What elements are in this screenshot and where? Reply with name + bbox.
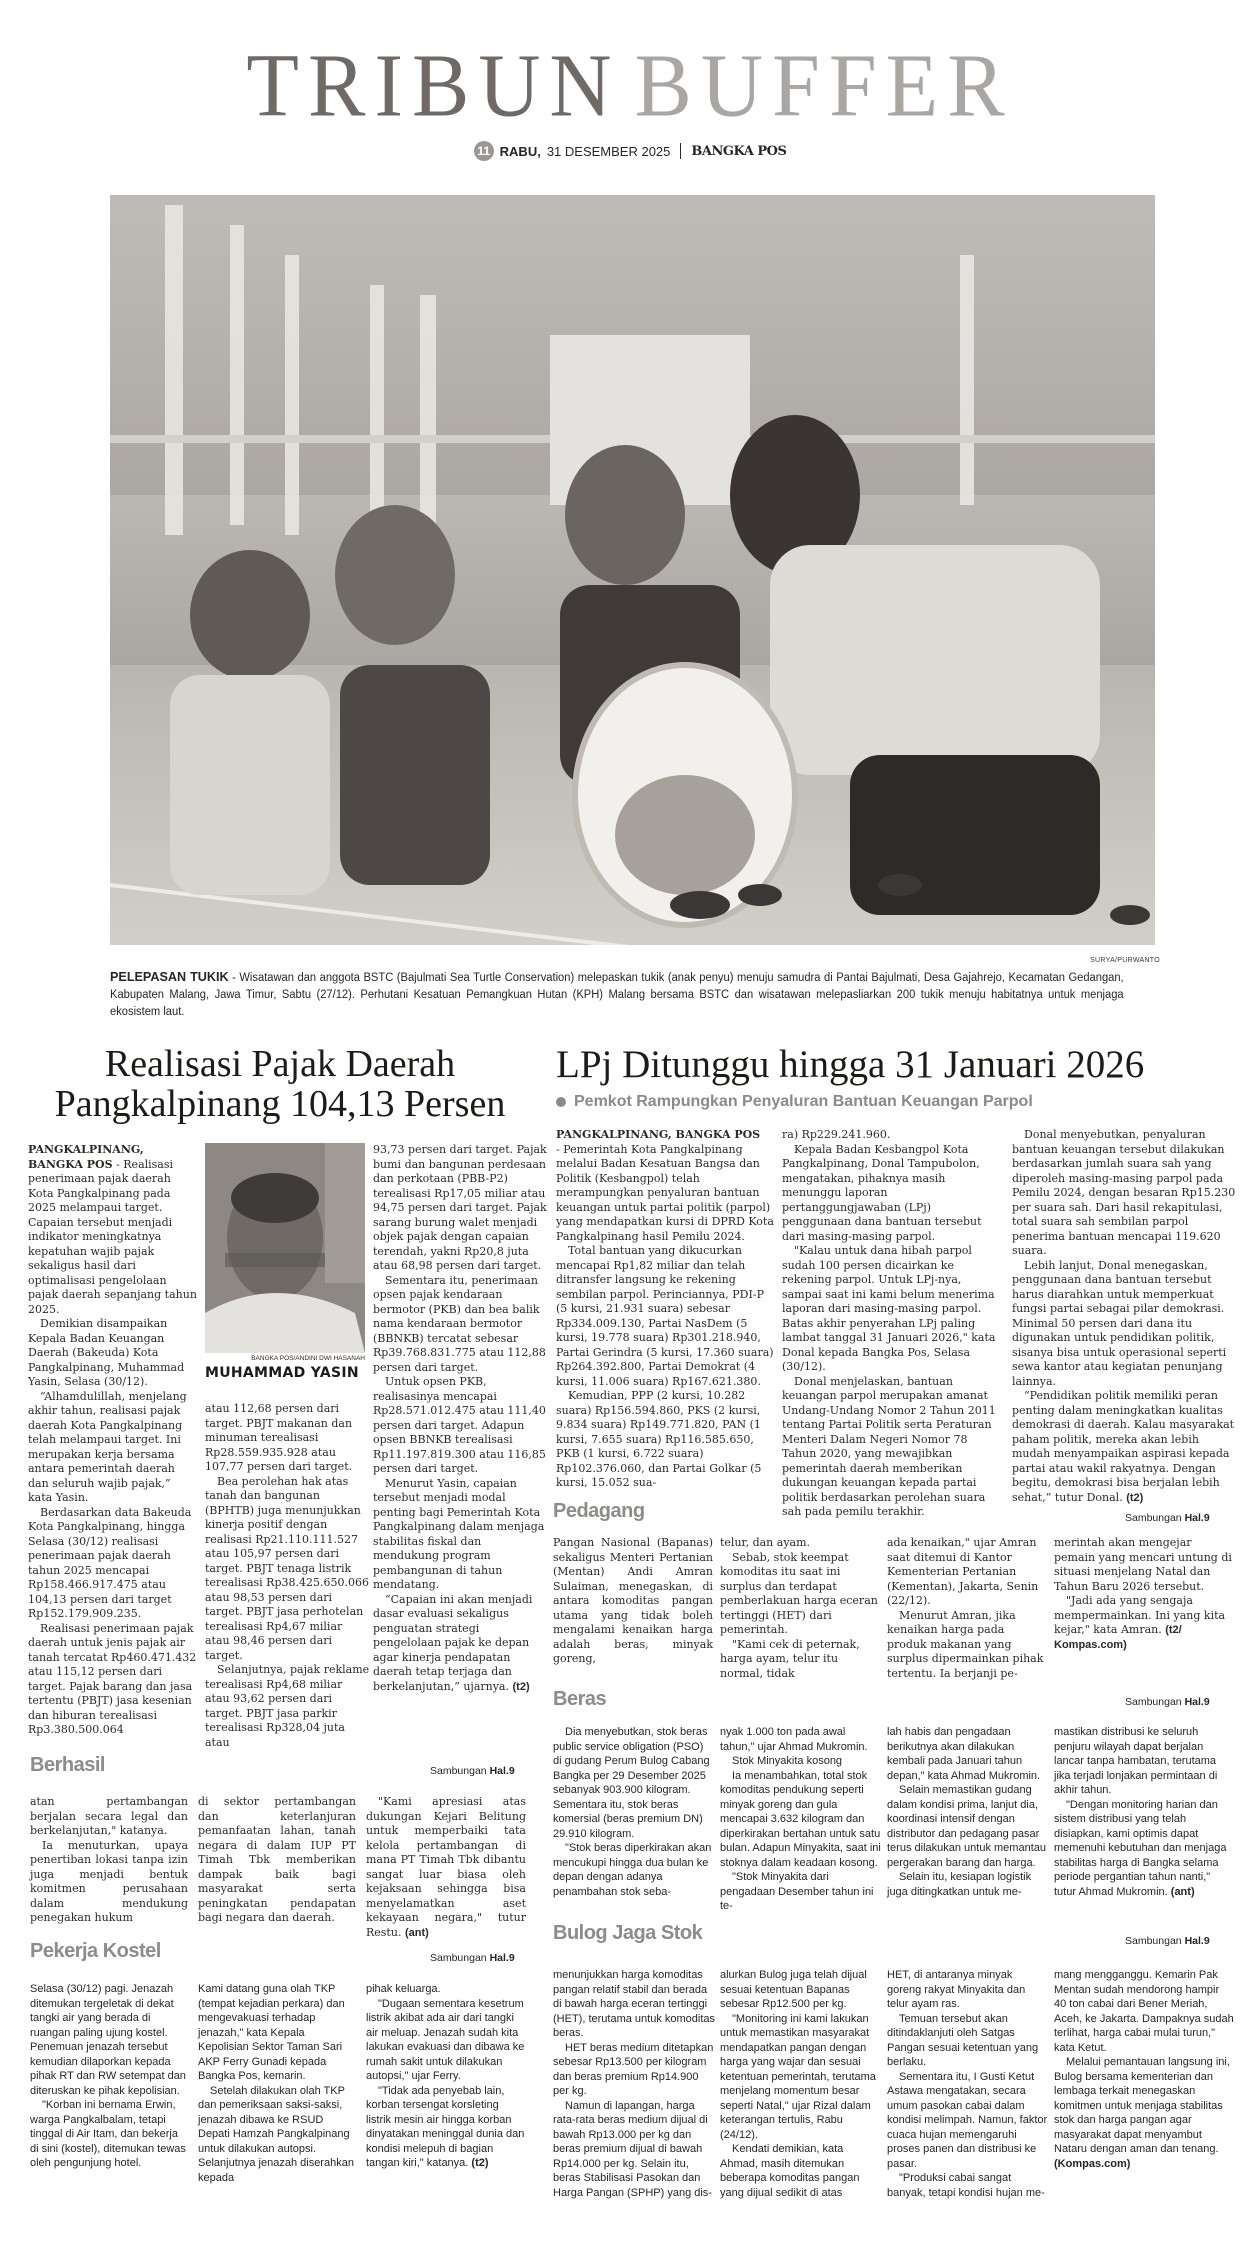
publication-logo: BANGKA POS: [691, 143, 787, 159]
jump-ref-label: Sambungan: [430, 1765, 487, 1777]
jump-ref-berhasil[interactable]: [430, 1765, 515, 1777]
pekerja-column-3: [366, 1982, 526, 2171]
page-number-badge: 11: [474, 141, 494, 161]
pekerja-column-2: [198, 1982, 356, 2185]
pajak-paragraph: Untuk opsen PKB, realisasinya mencapai Rp28.571.012.475 atau 111,40 persen dari target. Adapun opsen BBNKB terealisasi Rp11.197.819.300 atau 116,85 persen dari target.: [373, 1375, 546, 1475]
bulog-column-3: [887, 1968, 1049, 2200]
pedagang-column-1: [553, 1536, 713, 1667]
pajak-paragraph: “Alhamdulillah, menjelang akhir tahun, realisasi pajak daerah Kota Pangkalpinang telah melampaui target. Ini merupakan kerja bersama antara pemerintah daerah dan seluruh wajib pajak,” kata Yasin.: [28, 1389, 187, 1504]
author-tag: (t2): [1126, 1491, 1144, 1504]
pajak-column-1: [28, 1143, 198, 1738]
jump-ref-pedagang[interactable]: [1125, 1512, 1210, 1524]
pekerja-paragraph: pihak keluarga.: [366, 1983, 441, 1995]
pekerja-paragraph: "Korban ini bernama Erwin, warga Pangkalbalam, tetapi tinggal di Air Itam, dan bekerja di sini (kostel), ditemukan tewas oleh pengunjung hotel.: [30, 2099, 186, 2169]
pedagang-paragraph: merintah akan mengejar pemain yang mencari untung di situasi menjelang Natal dan Tahun Baru 2026 tersebut.: [1054, 1536, 1232, 1593]
beras-paragraph: "Dengan monitoring harian dan sistem distribusi yang telah disiapkan, kami optimis dapat memenuhi kebutuhan dan menjaga stabilitas harga di Bangka selama periode pergantian tahun nanti," tutur Ahmad Mukromin.: [1054, 1798, 1227, 1898]
author-tag: (t2): [512, 1680, 530, 1693]
author-tag: (t2): [471, 2157, 489, 2169]
jump-ref-label: Sambungan: [430, 1952, 487, 1964]
jump-title-pekerja-kostel: Pekerja Kostel: [30, 1940, 161, 1962]
pedagang-paragraph: "Kami cek di peternak, harga ayam, telur itu normal, tidak: [720, 1637, 860, 1680]
bulog-paragraph: Temuan tersebut akan ditindaklanjuti oleh Satgas Pangan sesuai ketentuan yang berlaku.: [887, 2012, 1039, 2068]
bulog-paragraph: Namun di lapangan, harga rata-rata beras medium dijual di bawah Rp13.000 per kg dan beras premium dijual di bawah Rp14.000 per kg. Selain itu, beras Stabilisasi Pasokan dan Harga Pangan (SPHP) yang dis-: [553, 2099, 712, 2199]
jump-title-beras: Beras: [553, 1688, 607, 1710]
beras-column-2: [720, 1725, 882, 1914]
beras-column-4: [1054, 1725, 1234, 1899]
beras-paragraph: nyak 1.000 ton pada awal tahun," ujar Ahmad Mukromin.: [720, 1726, 868, 1753]
pajak-paragraph: 93,73 persen dari target. Pajak bumi dan bangunan perdesaan dan perkotaan (PBB-P2) terealisasi Rp17,05 miliar atau 94,75 persen dari target. Pajak sarang burung walet menjadi objek pajak dengan capaian terendah, yakni Rp20,8 juta atau 68,98 persen dari target.: [373, 1143, 547, 1272]
jump-ref-page: Hal.9: [1184, 1512, 1210, 1524]
pajak-column-2: [205, 1402, 370, 1750]
bulog-paragraph: HET beras medium ditetapkan sebesar Rp13.500 per kilogram dan beras premium Rp14.900 per kg.: [553, 2041, 714, 2097]
pedagang-column-2: [720, 1536, 880, 1681]
berhasil-paragraph: atan pertambangan berjalan secara legal dan berkelanjutan," katanya.: [30, 1795, 188, 1837]
bulog-paragraph: menunjukkan harga komoditas pangan relatif stabil dan berada di bawah harga eceran tertinggi (HET), terutama untuk komoditas beras.: [553, 1969, 716, 2039]
jump-ref-bulog[interactable]: [1125, 1935, 1210, 1947]
lpj-paragraph: Kepala Badan Kesbangpol Kota Pangkalpinang, Donal Tampubolon, mengatakan, pihaknya masih menunggu laporan pertanggungjawaban (LPj) penggunaan dana bantuan tersebut dari masing-masing parpol.: [782, 1142, 982, 1243]
lpj-column-1: [556, 1128, 778, 1491]
bulog-paragraph: HET, di antaranya minyak goreng rakyat Minyakita dan telur ayam ras.: [887, 1969, 1026, 2010]
jump-title-pedagang: Pedagang: [553, 1500, 645, 1522]
pedagang-paragraph: telur, dan ayam.: [720, 1536, 811, 1549]
pajak-paragraph: Berdasarkan data Bakeuda Kota Pangkalpinang, hingga Selasa (30/12) realisasi penerimaan pajak daerah tahun 2025 mencapai Rp158.466.917.475 atau 104,13 persen dari target Rp152.179.909.235.: [28, 1505, 192, 1620]
pekerja-column-1: [30, 1982, 188, 2171]
beras-paragraph: "Stok beras diperkirakan akan mencukupi hingga dua bulan ke depan dengan adanya penambahan stok seba-: [553, 1842, 712, 1898]
author-tag: (Kompas.com): [1054, 2157, 1131, 2170]
photo-caption: [110, 968, 1124, 1021]
beras-column-3: [887, 1725, 1049, 1899]
bulog-paragraph: alurkan Bulog juga telah dijual sesuai ketentuan Bapanas sebesar Rp12.500 per kg.: [720, 1969, 867, 2010]
bulog-paragraph: mang mengganggu. Kemarin Pak Mentan sudah mendorong hampir 40 ton cabai dari Bener Meriah, Aceh, ke Jakarta. Dampaknya sudah terlihat, harga cabai mulai turun," kata Ketut.: [1054, 1969, 1234, 2054]
pajak-column-3: [373, 1143, 548, 1694]
pedagang-paragraph: ada kenaikan," ujar Amran saat ditemui di Kantor Kementerian Pertanian (Kementan), Jakarta, Senin (22/12).: [887, 1536, 1039, 1607]
bulog-paragraph: Melalui pemantauan langsung ini, Bulog bersama kementerian dan lembaga terkait menegaskan komitmen untuk menjaga stabilitas stok dan harga pangan agar masyarakat dapat menyambut Nataru dengan aman dan tenang.: [1054, 2056, 1230, 2155]
jump-ref-label: Sambungan: [1125, 1512, 1182, 1524]
jump-ref-page: Hal.9: [1184, 1935, 1210, 1947]
pedagang-paragraph: Menurut Amran, jika kenaikan harga pada produk makanan yang surplus dipermainkan pihak tertentu. Ia berjanji pe-: [887, 1608, 1044, 1680]
beras-column-1: [553, 1725, 715, 1899]
lpj-paragraph: Donal menjelaskan, bantuan keuangan parpol merupakan amanat Undang-Undang Nomor 2 Tahun 2011 tentang Partai Politik serta Peraturan Menteri Dalam Negeri Nomor 78 Tahun 2020, yang mewajibkan pemerintah daerah memberikan dukungan keuangan kepada partai politik berdasarkan perolehan suara sah pada pemilu terakhir.: [782, 1374, 996, 1518]
bulog-column-2: [720, 1968, 882, 2200]
pajak-paragraph: Realisasi penerimaan pajak daerah untuk jenis pajak air tanah tercatat Rp460.471.432 atau 115,12 persen dari target. Pajak barang dan jasa tertentu (PBJT) jasa kesenian dan hiburan terealisasi Rp3.380.500.064: [28, 1621, 197, 1736]
portrait-credit: BANGKA POS/ANDINI DWI HASANAH: [251, 1355, 365, 1362]
lpj-dateline: PANGKALPINANG, BANGKA POS: [556, 1128, 761, 1141]
photo-credit: SURYA/PURWANTO: [1090, 957, 1160, 964]
jump-ref-page: Hal.9: [489, 1952, 515, 1964]
masthead-buffer: BUFFER: [634, 34, 1014, 136]
subheadline-lpj: [556, 1093, 1033, 1111]
beras-paragraph: "Stok Minyakita dari pengadaan Desember tahun ini te-: [720, 1871, 874, 1912]
pedagang-paragraph: "Jadi ada yang sengaja mempermainkan. Ini yang kita kejar," kata Amran.: [1054, 1594, 1226, 1636]
pekerja-paragraph: "Dugaan sementara kesetrum listrik akibat ada air dari tangki air meluap. Jenazah sudah kita lakukan evakuasi dan dibawa ke rumah sakit untuk dilakukan autopsi," ujar Ferry.: [366, 1997, 525, 2082]
photo-caption-text: - Wisatawan dan anggota BSTC (Bajulmati Sea Turtle Conservation) melepaskan tukik (anak penyu) menuju samudra di Pantai Bajulmati, Desa Gajahrejo, Kecamatan Gedangan, Kabupaten Malang, Jawa Timur, Sabtu (27/12). Perhutani Kesatuan Pemangkuan Hutan (KPH) Malang bersama BSTC dan wisatawan melepasliarkan 200 tukik menuju habitatnya untuk menjaga ekosistem laut.: [110, 972, 1124, 1018]
lpj-paragraph: Lebih lanjut, Donal menegaskan, penggunaan dana bantuan tersebut harus diarahkan untuk memperkuat fungsi partai sebagai pilar demokrasi. Minimal 50 persen dari dana itu digunakan untuk pendidikan politik, sisanya bisa untuk operasional seperti sewa kantor atau kegiatan penunjang lainnya.: [1012, 1258, 1227, 1388]
bulog-paragraph: "Monitoring ini kami lakukan untuk memastikan masyarakat mendapatkan pangan dengan harga yang wajar dan sesuai ketentuan pemerintah, terutama menjelang momentum besar seperti Natal," ujar Rizal dalam keterangan tertulis, Rabu (24/12).: [720, 2012, 876, 2141]
berhasil-paragraph: Ia menuturkan, upaya penertiban lokasi tanpa izin juga menjadi bentuk komitmen perusahaan dalam mendukung penegakan hukum: [30, 1838, 188, 1924]
berhasil-paragraph: di sektor pertambangan dan keterlanjuran pemanfaatan lahan, tanah negara di dalam IUP PT Timah Tbk memberikan dampak baik bagi masyarakat serta peningkatan pendapatan bagi negara dan daerah.: [198, 1795, 356, 1924]
jump-ref-pekerja-kostel[interactable]: [430, 1952, 515, 1964]
jump-ref-page: Hal.9: [489, 1765, 515, 1777]
beras-paragraph: Selain memastikan gudang dalam kondisi prima, lanjut dia, koordinasi intensif dengan distributor dan pedagang pasar terus dilakukan untuk memantau pergerakan barang dan harga.: [887, 1784, 1046, 1869]
lpj-paragraph: ra) Rp229.241.960.: [782, 1128, 891, 1141]
jump-ref-label: Sambungan: [1125, 1696, 1182, 1708]
pajak-paragraph: Sementara itu, penerimaan opsen pajak kendaraan bermotor (PKB) dan bea balik nama kendaraan bermotor (BBNKB) tercatat sebesar Rp39.768.831.775 atau 112,88 persen dari target.: [373, 1273, 546, 1374]
dateline-divider: [680, 143, 681, 159]
pekerja-paragraph: Selasa (30/12) pagi. Jenazah ditemukan tergeletak di dekat tangki air yang berada di ruangan paling ujung kostel. Penemuan jenazah tersebut kemudian dilaporkan kepada pihak RT dan RW setempat dan diteruskan ke pihak kepolisian.: [30, 1983, 186, 2097]
pajak-dateline: PANGKALPINANG, BANGKA POS: [28, 1143, 144, 1171]
lpj-paragraph: Kemudian, PPP (2 kursi, 10.282 suara) Rp156.594.860, PKS (2 kursi, 9.834 suara) Rp149.771.820, PAN (1 kursi, 7.655 suara) Rp116.585.650, PKB (1 kursi, 6.722 suara) Rp102.376.060, dan Partai Golkar (5 kursi, 15.052 sua-: [556, 1389, 762, 1489]
lpj-paragraph: Donal menyebutkan, penyaluran bantuan keuangan tersebut dilakukan berdasarkan jumlah suara sah yang diperoleh masing-masing parpol pada Pemilu 2024, dengan besaran Rp15.230 per suara sah. Dari hasil rekapitulasi, total suara sah sembilan parpol penerima bantuan mencapai 119.620 suara.: [1012, 1128, 1236, 1257]
jump-ref-page: Hal.9: [1184, 1696, 1210, 1708]
beras-paragraph: lah habis dan pengadaan berikutnya akan dilakukan kembali pada Januari tahun depan," kata Ahmad Mukromin.: [887, 1726, 1041, 1782]
photo-image-placeholder: [110, 195, 1155, 945]
pajak-paragraph: Demikian disampaikan Kepala Badan Keuangan Daerah (Bakeuda) Kota Pangkalpinang, Muhammad Yasin, Selasa (30/12).: [28, 1317, 185, 1388]
pedagang-paragraph: Sebab, stok keempat komoditas itu saat ini surplus dan terdapat pemberlakuan harga eceran tertinggi (HET) dari pemerintah.: [720, 1550, 878, 1636]
portrait-image-placeholder: [205, 1143, 365, 1353]
berhasil-column-1: [30, 1795, 188, 1926]
pajak-paragraph: Menurut Yasin, capaian tersebut menjadi modal penting bagi Pemerintah Kota Pangkalpinang dalam menjaga stabilitas fiskal dan mendukung program pembangunan di tahun mendatang.: [373, 1476, 545, 1591]
author-tag: (ant): [1170, 1885, 1195, 1898]
dateline-day: RABU,: [499, 143, 541, 159]
jump-title-bulog: Bulog Jaga Stok: [553, 1922, 703, 1944]
main-photo: [110, 195, 1155, 945]
headline-pajak-line1: Realisasi Pajak Daerah: [104, 1043, 456, 1085]
pedagang-column-3: [887, 1536, 1047, 1681]
photo-caption-lead: PELEPASAN TUKIK: [110, 969, 229, 984]
jump-ref-label: Sambungan: [1125, 1935, 1182, 1947]
author-tag: (ant): [404, 1926, 429, 1939]
author-tag: (t2/ Kompas.com): [1054, 1624, 1182, 1651]
masthead-title: [0, 34, 1260, 136]
berhasil-column-2: [198, 1795, 356, 1926]
beras-paragraph: Ia menambahkan, total stok komoditas pendukung seperti minyak goreng dan gula mencapai 3.632 kilogram dan diperkirakan bertahan untuk satu bulan. Adapun Minyakita, saat ini stoknya dalam keadaan kosong.: [720, 1769, 881, 1869]
pajak-paragraph: Selanjutnya, pajak reklame terealisasi Rp4,68 miliar atau 93,62 persen dari target. PBJT jasa parkir terealisasi Rp328,04 juta atau: [205, 1663, 370, 1749]
pekerja-paragraph: Kami datang guna olah TKP (tempat kejadian perkara) dan mengevakuasi terhadap jenazah," kata Kepala Kepolisian Sektor Taman Sari AKP Ferry Gunadi kepada Bangka Pos, kemarin.: [198, 1983, 345, 2082]
pajak-paragraph: atau 112,68 persen dari target. PBJT makanan dan minuman terealisasi Rp28.559.935.928 atau 107,77 persen dari target.: [205, 1402, 353, 1473]
lpj-column-2: [782, 1128, 1002, 1520]
berhasil-paragraph: "Kami apresiasi atas dukungan Kejari Belitung untuk memperbaiki tata kelola pertambangan di mana PT Timah Tbk dibantu sangat luar biasa oleh kejaksaan sehingga bisa menyelamatkan aset kekayaan negara," tutur Restu.: [366, 1795, 526, 1939]
bulog-paragraph: Kendati demikian, kata Ahmad, masih ditemukan beberapa komoditas pangan yang dijual sedikit di atas: [720, 2143, 860, 2199]
lpj-paragraph: Total bantuan yang dikucurkan mencapai Rp1,82 miliar dan telah ditransfer langsung ke rekening sembilan parpol. Perinciannya, PDI-P (5 kursi, 21.931 suara) sebesar Rp334.009.130, Partai NasDem (5 kursi, 19.778 suara) Rp301.218.940, Partai Gerindra (5 kursi, 17.360 suara) Rp264.392.800, Partai Demokrat (4 kursi, 11.006 suara) Rp167.621.380.: [556, 1244, 774, 1388]
bulog-paragraph: "Produksi cabai sangat banyak, tetapi kondisi hujan me-: [887, 2172, 1045, 2199]
pajak-paragraph: Bea perolehan hak atas tanah dan bangunan (BPHTB) juga menunjukkan kinerja positif dengan realisasi Rp21.110.111.527 atau 105,97 persen dari target. PBJT tenaga listrik terealisasi Rp38.425.650.066 atau 98,53 persen dari target. PBJT jasa perhotelan terealisasi Rp4,67 miliar atau 98,46 persen dari target.: [205, 1474, 369, 1662]
beras-paragraph: Selain itu, kesiapan logistik juga ditingkatkan untuk me-: [887, 1871, 1032, 1898]
portrait-name: MUHAMMAD YASIN: [205, 1365, 359, 1381]
jump-ref-beras[interactable]: [1125, 1696, 1210, 1708]
dateline-date: 31 DESEMBER 2025: [546, 143, 671, 159]
headline-pajak: [25, 1044, 535, 1124]
pedagang-column-4: [1054, 1536, 1234, 1652]
headline-pajak-line2: Pangkalpinang 104,13 Persen: [54, 1083, 506, 1125]
pajak-paragraph: - Realisasi penerimaan pajak daerah Kota Pangkalpinang pada 2025 melampaui target. Capaian tersebut menjadi indikator meningkatnya kepatuhan wajib pajak sekaligus hasil dari optimalisasi pengelolaan pajak daerah sepanjang tahun 2025.: [28, 1157, 197, 1316]
headline-lpj: LPj Ditunggu hingga 31 Januari 2026: [556, 1043, 1145, 1086]
berhasil-column-3: [366, 1795, 526, 1940]
lpj-paragraph: - Pemerintah Kota Pangkalpinang melalui Badan Kesatuan Bangsa dan Politik (Kesbangpol) telah merampungkan penyaluran bantuan keuangan untuk partai politik (parpol) yang mendapatkan kursi di DPRD Kota Pangkalpinang hasil Pemilu 2024.: [556, 1142, 774, 1243]
dateline-bar: [0, 140, 1260, 162]
beras-paragraph: mastikan distribusi ke seluruh penjuru wilayah dapat berjalan lancar tanpa hambatan, terutama jika terjadi lonjakan permintaan di akhir tahun.: [1054, 1726, 1218, 1796]
beras-paragraph: Dia menyebutkan, stok beras public service obligation (PSO) di gudang Perum Bulog Cabang Bangka per 29 Desember 2025 sebanyak 903.900 kilogram. Sementara itu, stok beras komersial (beras premium DN) 29.910 kilogram.: [553, 1726, 710, 1840]
bulog-column-1: [553, 1968, 715, 2200]
pekerja-paragraph: Setelah dilakukan olah TKP dan pemeriksaan saksi-saksi, jenazah dibawa ke RSUD Depati Hamzah Pangkalpinang untuk dilakukan autopsi. Selanjutnya jenazah diserahkan kepada: [198, 2084, 354, 2184]
lpj-column-3: [1012, 1128, 1237, 1505]
jump-title-berhasil: Berhasil: [30, 1754, 105, 1776]
bulog-paragraph: Sementara itu, I Gusti Ketut Astawa mengatakan, secara umum pasokan cabai dalam kondisi melimpah. Namun, faktor cuaca hujan memengaruhi proses panen dan distribusi ke pasar.: [887, 2070, 1048, 2170]
bulog-column-4: [1054, 1968, 1234, 2171]
bullet-icon: [556, 1097, 566, 1107]
portrait-photo: [205, 1143, 365, 1353]
beras-subhead: Stok Minyakita kosong: [732, 1755, 843, 1767]
masthead-tribun: TRIBUN: [246, 34, 621, 136]
pekerja-paragraph: "Tidak ada penyebab lain, korban tersengat korsleting listrik mesin air hingga korban dinyatakan meninggal dunia dan kondisi melepuh di bagian tangan kiri," katanya.: [366, 2084, 525, 2169]
subheadline-text: Pemkot Rampungkan Penyaluran Bantuan Keuangan Parpol: [574, 1093, 1033, 1110]
lpj-paragraph: “Pendidikan politik memiliki peran penting dalam meningkatkan kualitas demokrasi di daerah. Kalau masyarakat paham politik, mereka akan lebih mudah menyampaikan aspirasi kepada partai atau wakil rakyatnya. Dengan begitu, demokrasi bisa berjalan lebih sehat,” tutur Donal.: [1012, 1389, 1235, 1504]
pajak-paragraph: “Capaian ini akan menjadi dasar evaluasi sekaligus penguatan strategi pengelolaan pajak ke depan agar kinerja pendapatan daerah tetap terjaga dan berkelanjutan,” ujarnya.: [373, 1592, 533, 1693]
lpj-paragraph: "Kalau untuk dana hibah parpol sudah 100 persen dicairkan ke rekening parpol. Untuk LPj-nya, sampai saat ini kami belum menerima laporan dari masing-masing parpol. Batas akhir penyerahan LPj paling lambat tanggal 31 Januari 2026," kata Donal kepada Bangka Pos, Selasa (30/12).: [782, 1244, 996, 1373]
pedagang-paragraph: Pangan Nasional (Bapanas) sekaligus Menteri Pertanian (Mentan) Andi Amran Sulaiman, menegaskan, di antara komoditas pangan utama yang tidak boleh mengalami kenaikan harga adalah beras, minyak goreng,: [553, 1536, 713, 1665]
